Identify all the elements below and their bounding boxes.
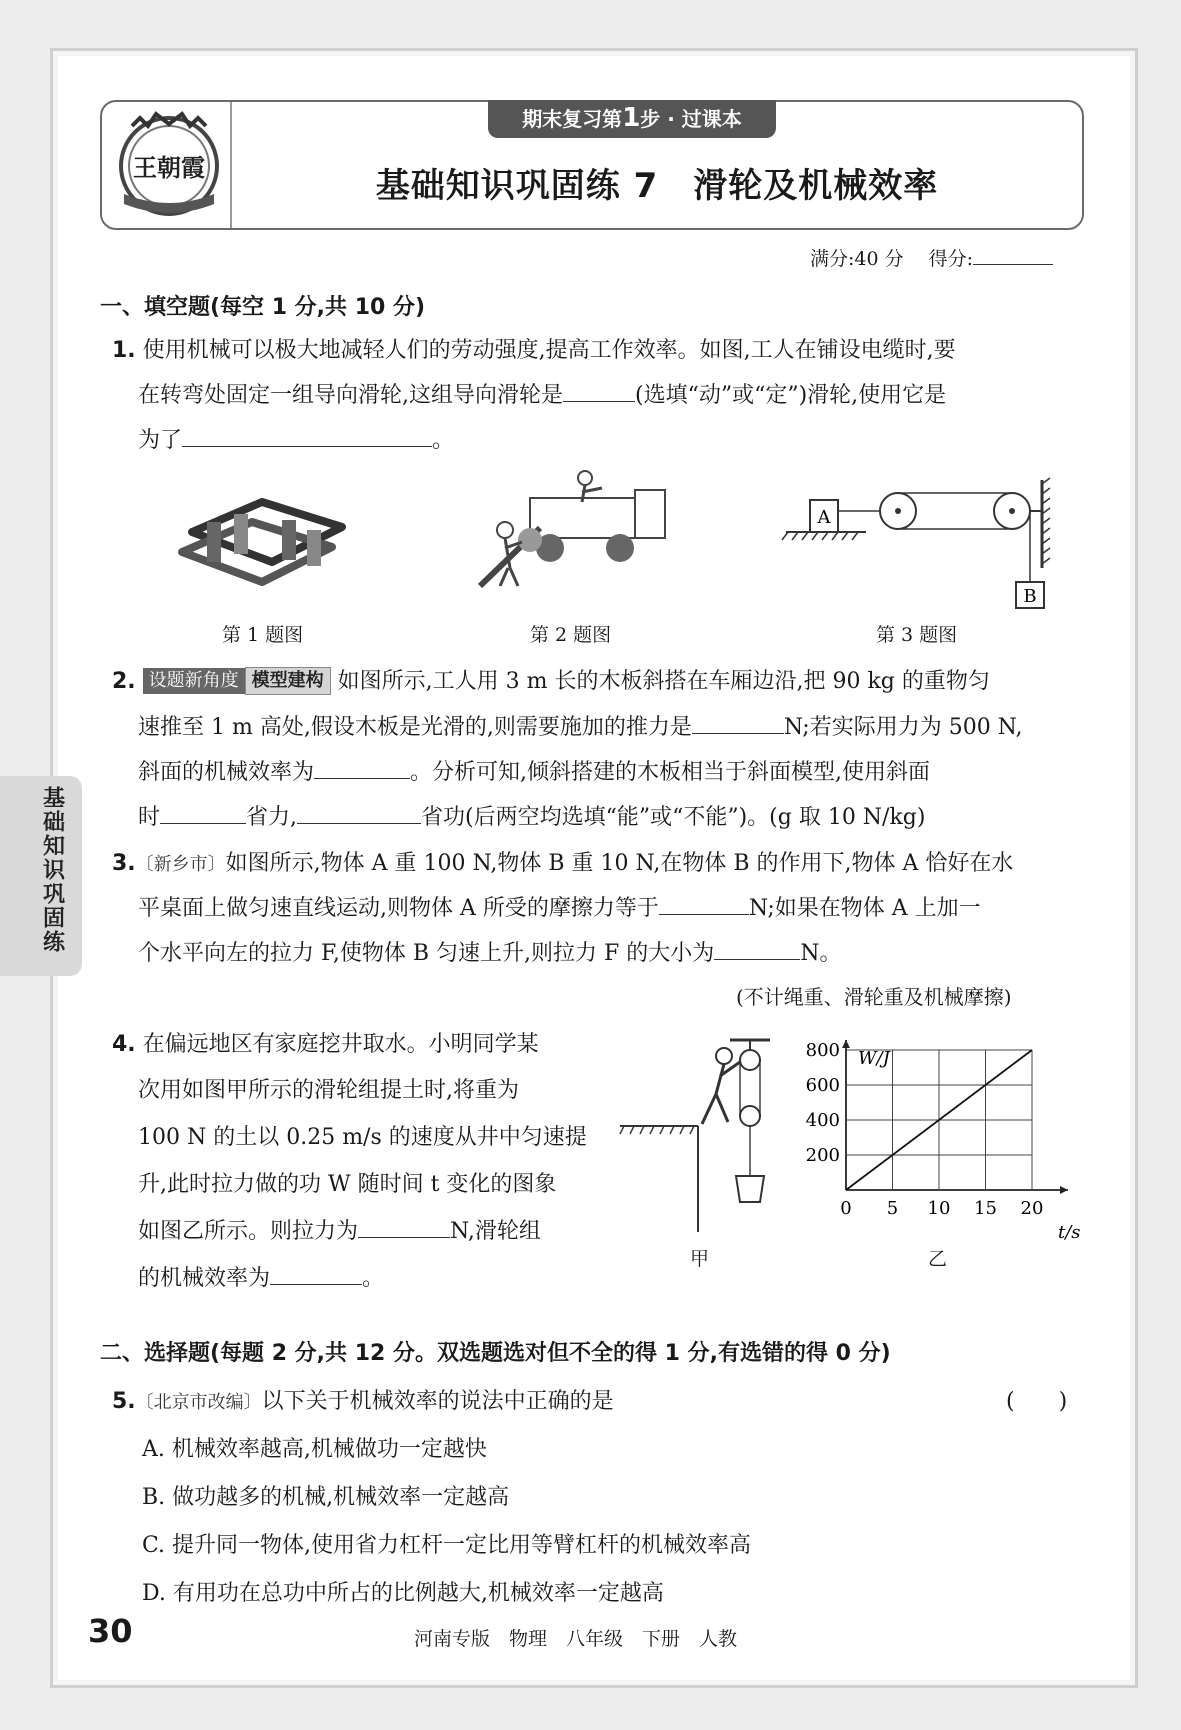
figure-3-caption: 第 3 题图 bbox=[876, 624, 958, 646]
q1-line-1: 1. 使用机械可以极大地减轻人们的劳动强度,提高工作效率。如图,工人在铺设电缆时,要 bbox=[112, 338, 956, 363]
q3-source-tag: 〔新乡市〕 bbox=[135, 854, 226, 875]
figure-1-pulley-frame bbox=[172, 492, 352, 592]
q3-line-3: 个水平向左的拉力 F,使物体 B 匀速上升,则拉力 F 的大小为 N。 bbox=[138, 941, 842, 966]
q4-line-5: 如图乙所示。则拉力为 N,滑轮组 bbox=[138, 1219, 541, 1244]
step-banner: 期末复习第1步 · 过课本 bbox=[488, 100, 776, 138]
step-number: 1 bbox=[622, 103, 641, 133]
chart-y-tick-1: 400 bbox=[805, 1110, 840, 1131]
chart-y-tick-0: 200 bbox=[805, 1145, 840, 1166]
chart-x-tick-0: 0 bbox=[840, 1198, 852, 1219]
q3-line-2: 平桌面上做匀速直线运动,则物体 A 所受的摩擦力等于 N;如果在物体 A 上加一 bbox=[138, 896, 981, 921]
q4-line-6: 的机械效率为 。 bbox=[138, 1266, 385, 1291]
figure-2-truck-ramp bbox=[470, 468, 670, 598]
q4-line-4: 升,此时拉力做的功 W 随时间 t 变化的图象 bbox=[138, 1172, 557, 1197]
chart-x-tick-4: 20 bbox=[1020, 1198, 1044, 1219]
logo-seal bbox=[110, 108, 228, 220]
q5-stem: 5.〔北京市改编〕以下关于机械效率的说法中正确的是 bbox=[112, 1389, 614, 1414]
q5-option-d[interactable]: D. 有用功在总功中所占的比例越大,机械效率一定越高 bbox=[142, 1581, 664, 1606]
q1-blank-2[interactable] bbox=[182, 445, 432, 447]
q2-line-3: 斜面的机械效率为 。分析可知,倾斜搭建的木板相当于斜面模型,使用斜面 bbox=[138, 760, 931, 785]
section-1-heading: 一、填空题(每空 1 分,共 10 分) bbox=[100, 295, 426, 320]
q2-blank-1[interactable] bbox=[692, 732, 784, 734]
q4-blank-1[interactable] bbox=[358, 1236, 450, 1238]
q3-blank-2[interactable] bbox=[714, 958, 800, 960]
page-title: 基础知识巩固练 7 滑轮及机械效率 bbox=[375, 166, 939, 206]
figure-3-pulley-system bbox=[780, 478, 1060, 608]
figure-yi-chart bbox=[805, 1040, 1090, 1250]
q5-option-a[interactable]: A. 机械效率越高,机械做功一定越快 bbox=[142, 1437, 487, 1462]
q2-line-1: 2. 设题新角度 模型建构 如图所示,工人用 3 m 长的木板斜搭在车厢边沿,把 90 kg 的重物匀 bbox=[112, 669, 990, 694]
figure-1-caption: 第 1 题图 bbox=[222, 624, 304, 646]
q4-line-1: 4. 在偏远地区有家庭挖井取水。小明同学某 bbox=[112, 1032, 539, 1057]
score-blank[interactable] bbox=[973, 263, 1053, 265]
q2-blank-4[interactable] bbox=[297, 822, 421, 824]
section-2-heading: 二、选择题(每题 2 分,共 12 分。双选题选对但不全的得 1 分,有选错的得 0 分) bbox=[100, 1341, 891, 1366]
q2-line-4: 时 省力, 省功(后两空均选填“能”或“不能”)。(g 取 10 N/kg) bbox=[138, 805, 926, 830]
q2-line-2: 速推至 1 m 高处,假设木板是光滑的,则需要施加的推力是 N;若实际用力为 500 N, bbox=[138, 715, 1023, 740]
q2-blank-2[interactable] bbox=[314, 777, 410, 779]
score-line: 满分:40 分 得分: bbox=[810, 244, 1053, 271]
badge-new-angle: 设题新角度 bbox=[143, 668, 245, 694]
q2-blank-3[interactable] bbox=[160, 822, 246, 824]
q5-source-tag: 〔北京市改编〕 bbox=[135, 1392, 262, 1413]
badge-model-build: 模型建构 bbox=[245, 667, 331, 695]
figure-2-caption: 第 2 题图 bbox=[530, 624, 612, 646]
chart-x-tick-2: 10 bbox=[927, 1198, 951, 1219]
q3-line-1: 3.〔新乡市〕如图所示,物体 A 重 100 N,物体 B 重 10 N,在物体 B 的作用下,物体 A 恰好在水 bbox=[112, 851, 1014, 876]
q5-answer-bracket[interactable]: ( ) bbox=[1006, 1389, 1068, 1414]
chart-x-label: t/s bbox=[1058, 1222, 1081, 1243]
figure-jia-label: 甲 bbox=[690, 1248, 710, 1270]
chart-y-label: W/J bbox=[858, 1048, 890, 1069]
chart-x-tick-1: 5 bbox=[886, 1198, 899, 1219]
q3-note: (不计绳重、滑轮重及机械摩擦) bbox=[736, 985, 1012, 1009]
figure-yi-label: 乙 bbox=[928, 1248, 948, 1270]
q1-blank-1[interactable] bbox=[563, 400, 635, 402]
chart-y-tick-2: 600 bbox=[805, 1075, 840, 1096]
q5-option-c[interactable]: C. 提升同一物体,使用省力杠杆一定比用等臂杠杆的机械效率高 bbox=[142, 1533, 752, 1558]
side-tab bbox=[0, 776, 82, 976]
svg-text:A: A bbox=[817, 507, 831, 528]
side-tab-label: 基础知识巩固练 bbox=[39, 786, 65, 954]
chart-x-tick-3: 15 bbox=[974, 1198, 997, 1219]
header-box bbox=[100, 100, 1084, 230]
q4-line-2: 次用如图甲所示的滑轮组提土时,将重为 bbox=[138, 1078, 519, 1103]
q1-line-2: 在转弯处固定一组导向滑轮,这组导向滑轮是 (选填“动”或“定”)滑轮,使用它是 bbox=[138, 383, 947, 408]
figure-jia-well-pulley bbox=[620, 1036, 780, 1236]
page-number: 30 bbox=[88, 1612, 133, 1650]
q1-line-3: 为了 。 bbox=[138, 428, 455, 453]
svg-text:王朝霞: 王朝霞 bbox=[133, 153, 205, 182]
svg-text:B: B bbox=[1023, 586, 1037, 607]
q5-option-b[interactable]: B. 做功越多的机械,机械效率一定越高 bbox=[142, 1485, 510, 1510]
footer-text: 河南专版 物理 八年级 下册 人教 bbox=[414, 1628, 738, 1650]
q3-blank-1[interactable] bbox=[659, 913, 749, 915]
q4-line-3: 100 N 的土以 0.25 m/s 的速度从井中匀速提 bbox=[138, 1125, 587, 1150]
q4-blank-2[interactable] bbox=[270, 1283, 362, 1285]
chart-y-tick-3: 800 bbox=[805, 1040, 840, 1061]
